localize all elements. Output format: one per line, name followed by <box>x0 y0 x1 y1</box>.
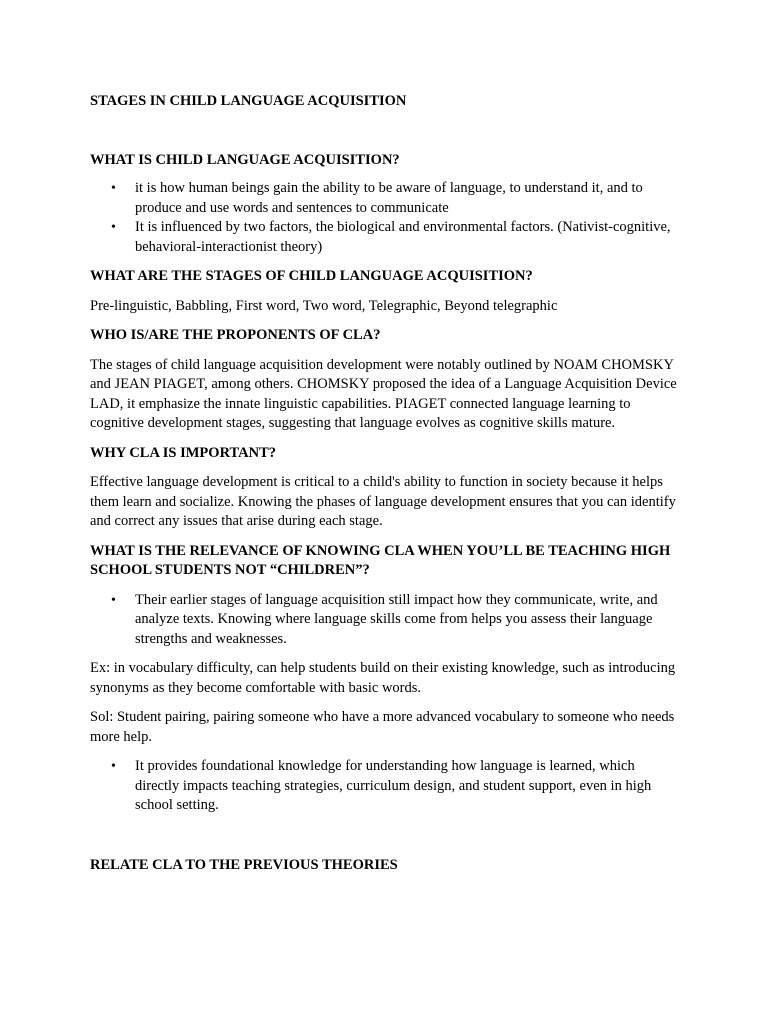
importance-paragraph: Effective language development is critical to a child's ability to function in society because it helps them learn and socialize. Knowing the phases of language development ensures that you can identify and correct any issues that arise during each stage. <box>90 474 676 529</box>
document-body <box>90 92 682 875</box>
list-item <box>90 218 682 257</box>
list-item <box>90 591 682 650</box>
example-paragraph: Ex: in vocabulary difficulty, can help students build on their existing knowledge, such as introducing synonyms as they become comfortable with basic words. <box>90 660 676 696</box>
bullet-icon: • <box>111 759 116 774</box>
heading-relate-theories: RELATE CLA TO THE PREVIOUS THEORIES <box>90 856 398 873</box>
bullet-icon: • <box>111 181 116 196</box>
list-item <box>90 757 682 816</box>
definition-list <box>90 179 682 257</box>
bullet-icon: • <box>111 220 116 235</box>
bullet-icon: • <box>111 592 116 608</box>
heading-importance: WHY CLA IS IMPORTANT? <box>90 444 276 461</box>
list-item-text: it is how human beings gain the ability to be aware of language, to understand it, and to produce and use words and sentences to communicate <box>135 180 643 216</box>
foundational-list <box>90 757 682 816</box>
heading-relevance: WHAT IS THE RELEVANCE OF KNOWING CLA WHEN YOU’LL BE TEACHING HIGH SCHOOL STUDENTS NOT “CHILDREN”? <box>90 542 671 578</box>
document-title: STAGES IN CHILD LANGUAGE ACQUISITION <box>90 93 407 109</box>
list-item-text: It is influenced by two factors, the biological and environmental factors. (Nativist-cognitive, behavioral-interactionist theory) <box>135 219 671 255</box>
list-item-text: Their earlier stages of language acquisition still impact how they communicate, write, and analyze texts. Knowing where language skills come from helps you assess their language strengths and weaknesses. <box>135 591 658 647</box>
list-item <box>90 179 682 218</box>
heading-what-is-cla: WHAT IS CHILD LANGUAGE ACQUISITION? <box>90 151 400 168</box>
relevance-list <box>90 591 682 650</box>
list-item-text: It provides foundational knowledge for understanding how language is learned, which directly impacts teaching strategies, curriculum design, and student support, even in high school setting. <box>135 758 652 813</box>
solution-paragraph: Sol: Student pairing, pairing someone who have a more advanced vocabulary to someone who needs more help. <box>90 709 675 745</box>
heading-proponents: WHO IS/ARE THE PROPONENTS OF CLA? <box>90 327 381 343</box>
stages-paragraph: Pre-linguistic, Babbling, First word, Two word, Telegraphic, Beyond telegraphic <box>90 297 558 314</box>
proponents-paragraph: The stages of child language acquisition development were notably outlined by NOAM CHOMSKY and JEAN PIAGET, among others. CHOMSKY proposed the idea of a Language Acquisition Device LAD, it emphasize the innate linguistic capabilities. PIAGET connected language learning to cognitive development stages, suggesting that language evolves as cognitive skills mature. <box>90 356 677 431</box>
heading-stages: WHAT ARE THE STAGES OF CHILD LANGUAGE ACQUISITION? <box>90 268 533 284</box>
